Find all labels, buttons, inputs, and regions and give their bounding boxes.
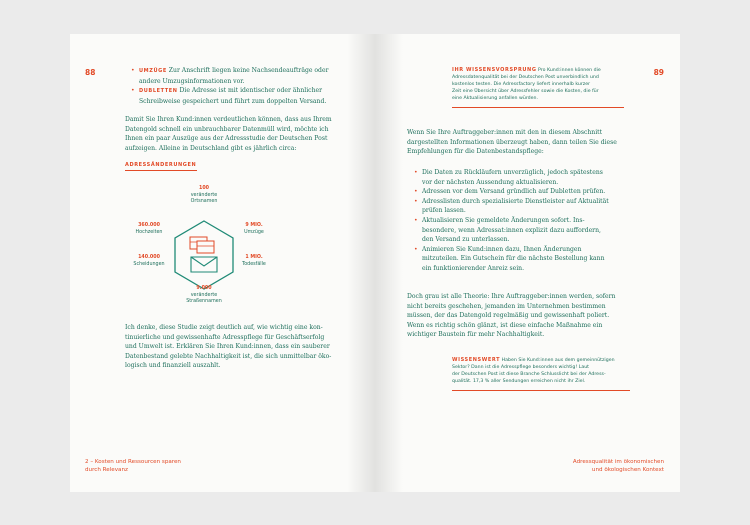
stat-todesfaelle <box>236 255 272 268</box>
text-line: Datenbestand gelebte Nachhaltigkeit ist, die sich unmittelbar öko- <box>125 352 332 360</box>
text-line: tinuierliche und gewissenhafte Adresspflege für Geschäftserfolg <box>125 333 325 341</box>
stat-number: 9 MIO. <box>245 223 263 228</box>
text-line: wichtiger Baustein für mehr Nachhaltigkeit. <box>407 331 545 339</box>
footer-line: Adressqualität im ökonomischen <box>572 459 664 465</box>
stat-number: 9.000 <box>196 286 212 291</box>
stat-label: Todesfälle <box>242 261 266 267</box>
note-text: Pro Kund:innen können die <box>538 68 601 73</box>
stat-label: veränderte <box>190 292 218 298</box>
stat-number: 360.000 <box>138 223 160 228</box>
stat-hochzeiten <box>127 223 171 236</box>
issue-text: Die Adresse ist mit identischer oder ähnlicher <box>179 87 323 95</box>
stat-label: Scheidungen <box>133 261 165 267</box>
footer-line: und ökologischen Kontext <box>591 467 664 473</box>
note-label: IHR WISSENSVORSPRUNG <box>452 67 537 73</box>
stat-label: veränderte <box>190 192 218 198</box>
recommendations-intro <box>407 128 652 157</box>
footer-line: durch Relevanz <box>85 467 128 473</box>
text-line: Wenn es richtig schön glänzt, ist diese einfache Maßnahme ein <box>407 321 603 329</box>
conclusion-paragraph <box>125 323 365 371</box>
text-line: nicht bereits geschehen, jemanden im Unternehmen bestimmen <box>407 302 606 310</box>
recommendation-item <box>413 168 653 187</box>
text-line: • Aktualisieren Sie gemeldete Änderungen sofort. Ins- <box>422 216 585 224</box>
issue-label: UMZÜGE <box>139 68 167 74</box>
stat-number: 100 <box>198 186 209 191</box>
text-line: Doch grau ist alle Theorie: Ihre Auftraggeber:innen werden, sofern <box>407 293 616 300</box>
text-line: Wenn Sie Ihre Auftraggeber:innen mit den in diesem Abschnitt <box>407 129 603 136</box>
text-line: • Die Daten zu Rückläufern unverzüglich, jedoch spätestens <box>422 169 603 176</box>
closing-paragraph <box>407 292 655 340</box>
text-line: den Versand zu unterlassen. <box>422 236 510 244</box>
text-line: müssen, der das Datengold regelmäßig und gewissenhaft poliert. <box>407 312 610 320</box>
text-line: und Umwelt ist. Erklären Sie Ihren Kund:innen, dass ein sauberer <box>125 343 330 351</box>
text-line: mitzuteilen. Ein Gutschein für die nächste Bestellung kann <box>422 255 605 263</box>
text-line: Ihnen ein paar Auszüge aus der Adressstudie der Deutschen Post <box>125 135 328 143</box>
chapter-footer-right <box>573 458 664 474</box>
recommendation-item <box>413 216 653 245</box>
note-text: Adressdatenqualität bei der Deutschen Post unverbindlich und <box>452 75 599 80</box>
stat-number: 1 MIO. <box>245 255 263 260</box>
recommendation-item <box>413 197 653 216</box>
intro-paragraph <box>125 115 365 153</box>
stat-label: Straßennamen <box>186 299 222 304</box>
recommendation-item <box>413 187 653 197</box>
stat-label: Ortsnamen <box>190 199 218 204</box>
note-text: kostenlos testen. Die Adressfactory liefert innerhalb kurzer <box>452 82 591 87</box>
text-line: • Adresslisten durch spezialisierte Dienstleister auf Aktualität <box>422 197 609 205</box>
text-line: Datengold schnell ein unbrauchbarer Datenmüll wird, möchte ich <box>125 125 329 133</box>
stat-label: Hochzeiten <box>135 229 163 235</box>
issue-label: DUBLETTEN <box>139 88 178 95</box>
knowledge-advantage-note <box>452 67 622 102</box>
text-line: • Animieren Sie Kund:innen dazu, Ihnen Änderungen <box>422 245 582 253</box>
left-page <box>70 34 375 492</box>
text-line: • Adressen vor dem Versand gründlich auf Dubletten prüfen. <box>422 188 606 196</box>
text-line: dargestellten Informationen überzeugt haben, dann teilen Sie diese <box>407 138 617 146</box>
gutter-shadow-right <box>375 34 403 492</box>
stat-ortsnamen <box>174 186 234 206</box>
stat-umzuege <box>236 223 272 236</box>
text-line: Empfehlungen für die Datenbestandspflege: <box>407 148 544 156</box>
note-label: WISSENSWERT <box>452 357 501 363</box>
stat-number: 140.000 <box>138 255 160 260</box>
issue-text: andere Umzugsinformationen vor. <box>139 77 245 85</box>
did-you-know-note <box>452 357 630 385</box>
text-line: vor der nächsten Aussendung aktualisieren. <box>422 178 559 186</box>
note-text: Haben Sie Kund:innen aus dem gemeinnützigen <box>501 358 615 363</box>
text-line: ein funktionierender Anreiz sein. <box>422 264 525 272</box>
footer-line: 2 – Kosten und Ressourcen sparen <box>85 459 181 465</box>
text-line: besondere, wenn Adressat:innen explizit dazu auffordern, <box>422 226 601 234</box>
section-heading: ADRESSÄNDERUNGEN <box>125 162 197 171</box>
stat-label: Umzüge <box>244 229 264 235</box>
chapter-footer-left <box>85 458 181 474</box>
stat-scheidungen <box>127 255 171 268</box>
text-line: aufzeigen. Alleine in Deutschland gibt es jährlich circa: <box>125 144 297 152</box>
text-line: Ich denke, diese Studie zeigt deutlich auf, wie wichtig eine kon- <box>125 324 323 331</box>
right-page <box>375 34 680 492</box>
page-number-right: 89 <box>653 68 664 77</box>
note-text: Zeit eine Übersicht über Adressfehler sowie die Kosten, die für <box>452 89 599 94</box>
recommendation-item <box>413 245 653 274</box>
note-text: der Deutschen Post ist diese Branche Schlusslicht bei der Adress- <box>452 372 606 377</box>
note-text: qualität. 17,3 % aller Sendungen erreichen nicht ihr Ziel. <box>452 379 586 384</box>
text-line: prüfen lassen. <box>422 207 466 215</box>
note-text: eine Aktualisierung anfallen würden. <box>452 96 538 101</box>
issue-list <box>130 66 360 106</box>
issue-text: Zur Anschrift liegen keine Nachsendeaufträge oder <box>168 67 329 74</box>
stat-strassennamen <box>174 286 234 306</box>
page-number-left: 88 <box>85 68 96 77</box>
text-line: Damit Sie Ihren Kund:innen verdeutlichen können, dass aus Ihrem <box>125 116 332 123</box>
book-spread <box>70 34 680 492</box>
issue-item-umzuege <box>130 66 360 86</box>
text-line: logisch und finanziell auszahlt. <box>125 362 221 370</box>
issue-item-dubletten <box>130 86 360 106</box>
note-text: Sektor? Dann ist die Adresspflege besonders wichtig! Laut <box>452 365 589 370</box>
envelope-icon <box>186 235 222 275</box>
recommendation-list <box>413 168 653 274</box>
issue-text: Schreibweise gespeichert und führt zum doppelten Versand. <box>139 97 327 105</box>
note-divider <box>452 107 624 108</box>
note-divider <box>452 390 630 391</box>
